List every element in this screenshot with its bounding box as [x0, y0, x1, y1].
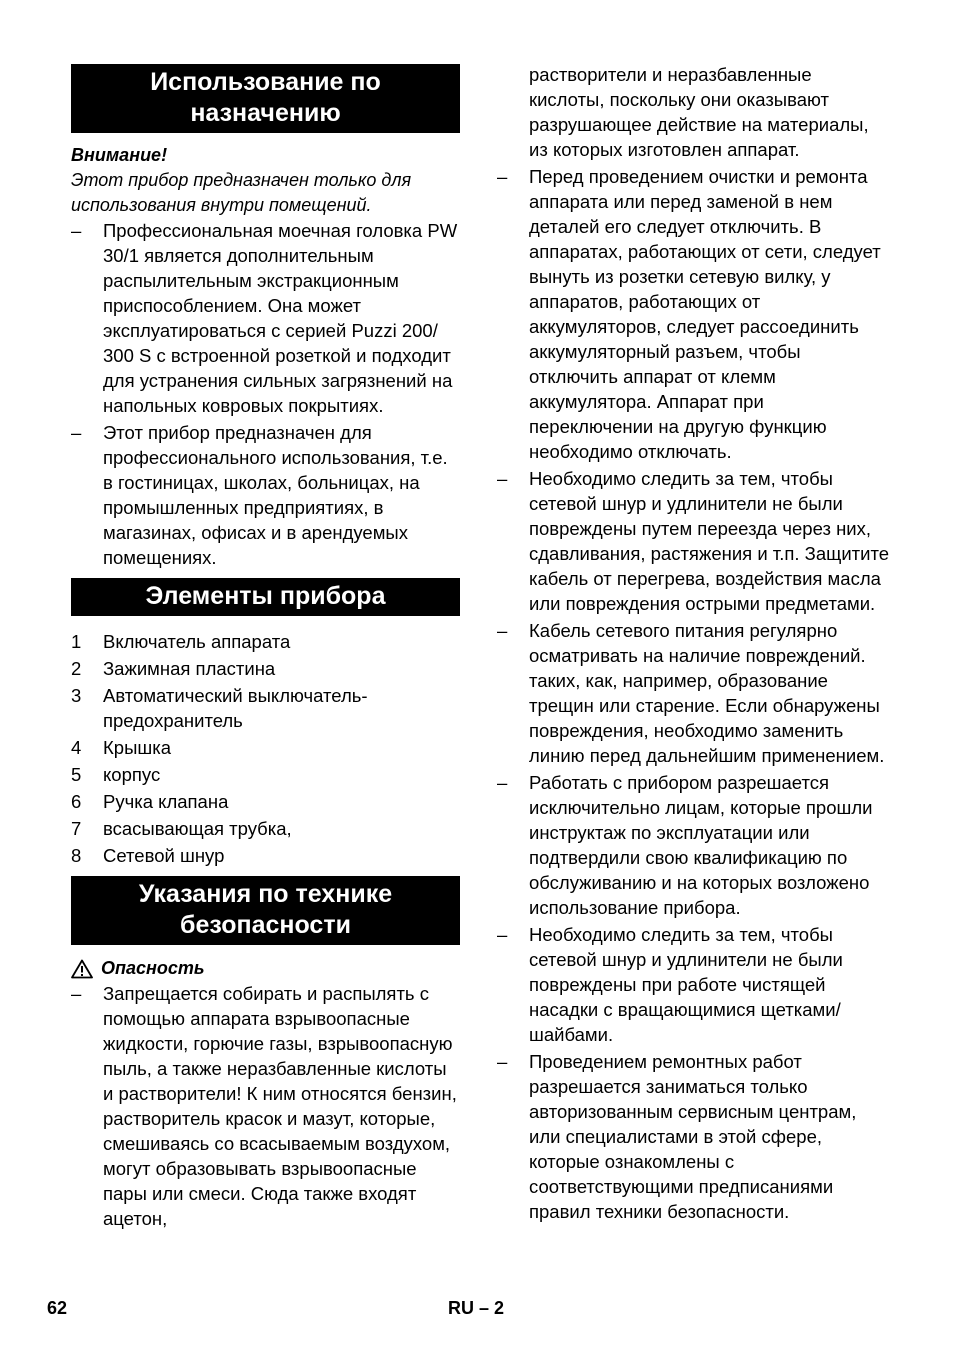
dash-marker: – [497, 1051, 508, 1072]
dash-marker: – [71, 220, 82, 241]
left-column [71, 62, 460, 1233]
page-number: 62 [47, 1298, 68, 1318]
element-label: корпус [103, 764, 161, 785]
element-item [71, 816, 460, 841]
section-title-usage: Использование по назначению [71, 64, 460, 133]
element-number: 2 [71, 658, 82, 679]
list-item [71, 420, 460, 570]
element-item [71, 762, 460, 787]
list-item [497, 164, 892, 464]
elements-list [71, 629, 460, 868]
attention-label: Внимание! [71, 145, 168, 165]
danger-label: Опасность [101, 958, 205, 978]
list-item-text: Кабель сетевого питания регулярно осматривать на наличие повреждений. таких, как, например, образование трещин или старение. Если обнаружены повреждения, необходимо заменить линию перед дальнейшим применением. [529, 620, 885, 766]
list-item-text: Работать с прибором разрешается исключительно лицам, которые прошли инструктаж по эксплуатации или подтвердили свою квалификацию по обслуживанию и на которых возложено использование прибора. [529, 772, 873, 918]
section-title-safety: Указания по технике безопасности [71, 876, 460, 945]
element-label: Сетевой шнур [103, 845, 225, 866]
element-label: Включатель аппарата [103, 631, 291, 652]
element-number: 3 [71, 685, 82, 706]
attention-text: Этот прибор предназначен только для использования внутри помещений. [71, 170, 412, 215]
continued-text: растворители и неразбавленные кислоты, поскольку они оказывают разрушающее действие на материалы, из которых изготовлен аппарат. [529, 64, 869, 160]
list-item-text: Перед проведением очистки и ремонта аппарата или перед заменой в нем деталей его следует отключить. В аппаратах, работающих от сети, следует вынуть из розетки сетевую вилку, у аппаратов, работающих от аккумуляторов, следует рассоединить аккумуляторный разъем, чтобы отключить аппарат от клемм аккумулятора. Аппарат при переключении на другую функцию необходимо отключать. [529, 166, 881, 462]
right-column [497, 62, 892, 1226]
dash-marker: – [497, 772, 508, 793]
element-label: всасывающая трубка, [103, 818, 292, 839]
element-number: 1 [71, 631, 82, 652]
element-item [71, 843, 460, 868]
element-number: 7 [71, 818, 82, 839]
list-item-text: Необходимо следить за тем, чтобы сетевой шнур и удлинители не были повреждены при работе чистящей насадки с вращающимися щетками/ шайбами. [529, 924, 843, 1045]
element-item [71, 789, 460, 814]
usage-list [71, 218, 460, 570]
element-label: Зажимная пластина [103, 658, 276, 679]
list-item [497, 770, 892, 920]
list-item [497, 922, 892, 1047]
list-item-text: Этот прибор предназначен для профессионального использования, т.е. в гостиницах, школах, больницах, на промышленных предприятиях, в магазинах, офисах и в арендуемых помещениях. [103, 422, 448, 568]
element-item [71, 656, 460, 681]
dash-marker: – [497, 620, 508, 641]
list-item-text: Запрещается собирать и распылять с помощью аппарата взрывоопасные жидкости, горючие газы, взрывоопасную пыль, а также неразбавленные кислоты и растворители! К ним относятся бензин, растворитель красок и мазут, которые, смешиваясь со всасываемым воздухом, могут образовывать взрывоопасные пары или смеси. Сюда также входят ацетон, [103, 983, 457, 1229]
element-item [71, 735, 460, 760]
list-item [497, 1049, 892, 1224]
section-title-elements: Элементы прибора [71, 578, 460, 616]
safety-list-left [71, 981, 460, 1231]
list-item [71, 218, 460, 418]
element-number: 4 [71, 737, 82, 758]
element-item [71, 683, 460, 733]
list-item-text: Профессиональная моечная головка PW 30/1 является дополнительным распылительным экстракционным приспособлением. Она может эксплуатироваться с серией Puzzi 200/ 300 S с встроенной розеткой и подходит для устранения сильных загрязнений на напольных ковровых покрытиях. [103, 220, 458, 416]
list-item-text: Проведением ремонтных работ разрешается заниматься только авторизованным сервисным центрам, или специалистами в этой сфере, которые ознакомлены с соответствующими предписаниями правил техники безопасности. [529, 1051, 857, 1222]
list-item [497, 618, 892, 768]
safety-list-right [497, 164, 892, 1224]
element-number: 5 [71, 764, 82, 785]
element-label: Ручка клапана [103, 791, 229, 812]
list-item [71, 981, 460, 1231]
element-label: Автоматический выключатель-предохранитель [103, 685, 368, 731]
danger-heading [71, 956, 460, 981]
dash-marker: – [71, 983, 82, 1004]
element-number: 6 [71, 791, 82, 812]
dash-marker: – [497, 468, 508, 489]
element-number: 8 [71, 845, 82, 866]
language-page-indicator: RU – 2 [448, 1298, 505, 1318]
element-label: Крышка [103, 737, 171, 758]
dash-marker: – [497, 166, 508, 187]
list-item [497, 466, 892, 616]
dash-marker: – [71, 422, 82, 443]
warning-triangle-icon [71, 959, 93, 979]
list-item-text: Необходимо следить за тем, чтобы сетевой шнур и удлинители не были повреждены путем переезда через них, сдавливания, растяжения и т.п. Защитите кабель от перегрева, воздействия масла или повреждения острыми предметами. [529, 468, 890, 614]
dash-marker: – [497, 924, 508, 945]
element-item [71, 629, 460, 654]
